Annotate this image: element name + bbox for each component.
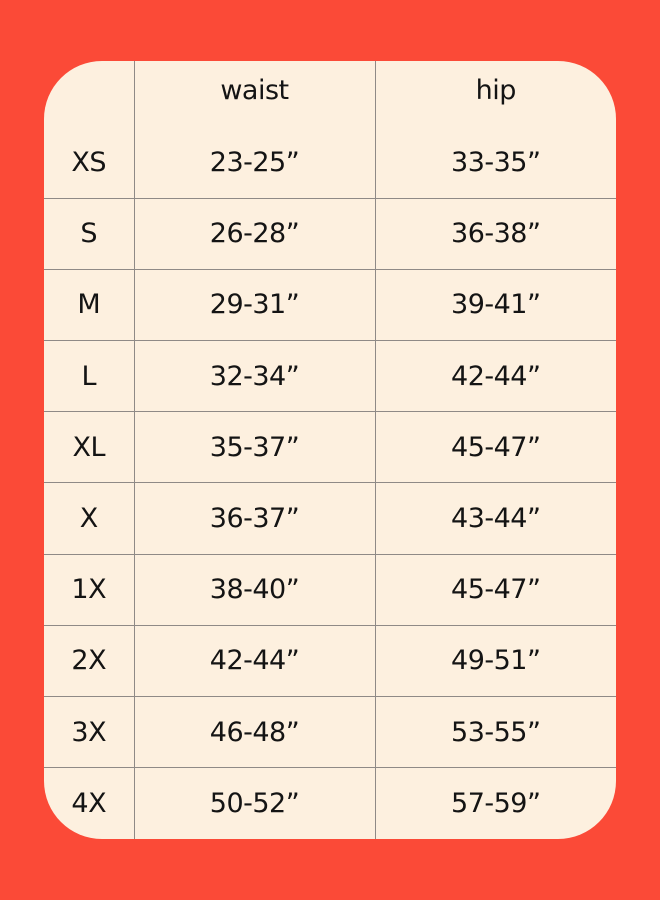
waist-value: 50-52” — [134, 768, 375, 839]
column-header-waist: waist — [134, 61, 375, 127]
size-label: M — [44, 269, 134, 340]
hip-value: 57-59” — [375, 768, 616, 839]
table-row — [44, 127, 616, 198]
hip-value: 49-51” — [375, 625, 616, 696]
waist-value: 38-40” — [134, 554, 375, 625]
table-row — [44, 697, 616, 768]
size-chart-card — [44, 61, 616, 839]
waist-value: 42-44” — [134, 625, 375, 696]
header-row — [44, 61, 616, 127]
size-label: 2X — [44, 625, 134, 696]
hip-value: 43-44” — [375, 483, 616, 554]
size-label: 4X — [44, 768, 134, 839]
waist-value: 36-37” — [134, 483, 375, 554]
size-label: XL — [44, 412, 134, 483]
corner-cell — [44, 61, 134, 127]
size-label: X — [44, 483, 134, 554]
size-label: L — [44, 341, 134, 412]
waist-value: 29-31” — [134, 269, 375, 340]
hip-value: 53-55” — [375, 697, 616, 768]
hip-value: 45-47” — [375, 554, 616, 625]
table-row — [44, 554, 616, 625]
size-label: 1X — [44, 554, 134, 625]
table-row — [44, 768, 616, 839]
table-row — [44, 269, 616, 340]
hip-value: 33-35” — [375, 127, 616, 198]
hip-value: 36-38” — [375, 198, 616, 269]
table-row — [44, 483, 616, 554]
waist-value: 23-25” — [134, 127, 375, 198]
hip-value: 45-47” — [375, 412, 616, 483]
hip-value: 39-41” — [375, 269, 616, 340]
table-row — [44, 412, 616, 483]
waist-value: 46-48” — [134, 697, 375, 768]
size-label: S — [44, 198, 134, 269]
table-row — [44, 198, 616, 269]
size-label: 3X — [44, 697, 134, 768]
waist-value: 32-34” — [134, 341, 375, 412]
hip-value: 42-44” — [375, 341, 616, 412]
table-row — [44, 341, 616, 412]
waist-value: 26-28” — [134, 198, 375, 269]
size-label: XS — [44, 127, 134, 198]
column-header-hip: hip — [375, 61, 616, 127]
table-row — [44, 625, 616, 696]
size-chart-table — [44, 61, 616, 839]
waist-value: 35-37” — [134, 412, 375, 483]
